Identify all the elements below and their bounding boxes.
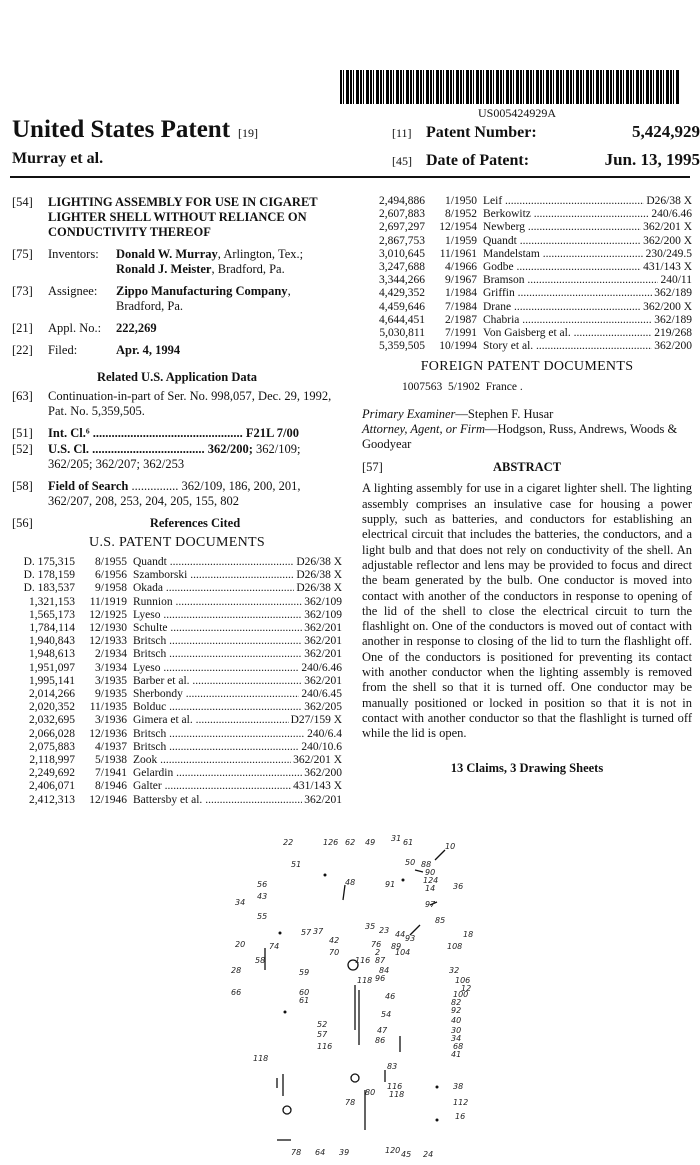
reference-number: 5,030,811 [379,327,425,340]
drawing-reference-label: 10 [445,842,456,851]
reference-class: 219/268 [654,327,692,340]
date-line: [45] Date of Patent: Jun. 13, 1995 [392,150,700,169]
drawing-reference-label: 89 [391,942,402,951]
drawing-reference-label: 14 [425,884,436,893]
reference-row [362,274,692,287]
reference-class: 240/11 [660,274,692,287]
reference-row [12,609,342,622]
drawing-reference-label: 32 [449,966,460,975]
reference-class: 240/6.4 [307,727,342,740]
reference-number: 4,644,451 [379,313,425,326]
reference-date: 7/1984 [445,300,477,313]
reference-number: 2,014,266 [29,688,75,701]
reference-class: 362/200 [304,767,342,780]
reference-date: 5/1938 [95,754,127,767]
inventors-short: Murray et al. [12,150,104,167]
drawing-reference-label: 24 [423,1150,434,1159]
reference-row [12,596,342,609]
reference-row [12,582,342,595]
drawing-reference-label: 64 [315,1148,326,1157]
reference-name: Galter ..... [133,780,291,793]
reference-date: 7/1941 [95,767,127,780]
reference-class: 240/6.45 [301,688,342,701]
reference-row [12,675,342,688]
reference-row [12,622,342,635]
reference-name: Szamborski ..... [133,569,294,582]
reference-date: 9/1967 [445,274,477,287]
reference-number: 2,075,883 [29,740,75,753]
drawing-reference-label: 40 [451,1016,462,1025]
reference-class: 362/109 [304,608,342,621]
reference-row [12,714,342,727]
reference-number: D. 175,315 [23,556,75,568]
drawing-reference-label: 45 [401,1150,412,1159]
drawing-reference-label: 62 [345,838,356,847]
country-title: United States Patent [19] [12,116,259,143]
patent-number-line: [11] Patent Number: 5,424,929 [392,122,700,141]
reference-name: Zook ..... [133,754,291,767]
reference-row [12,780,342,793]
reference-name: Britsch ..... [133,648,302,661]
patent-drawing [225,830,485,1160]
appl-field: [21] Appl. No.: 222,269 [12,321,157,335]
reference-number: 2,066,028 [29,727,75,740]
reference-name: Bramson ..... [483,274,658,287]
related-heading: Related U.S. Application Data [96,370,258,384]
abstract-heading: ABSTRACT [492,460,562,475]
reference-name: Britsch ..... [133,728,305,741]
drawing-reference-label: 49 [365,838,376,847]
drawing-reference-label: 12 [461,984,472,993]
drawing-reference-label: 83 [387,1062,398,1071]
reference-class: 362/200 X [643,234,692,247]
patent-date: Jun. 13, 1995 [604,150,700,169]
drawing-reference-label: 23 [379,926,390,935]
reference-number: 1,995,141 [29,674,75,687]
reference-class: 230/249.5 [645,247,692,260]
drawing-reference-label: 96 [375,974,386,983]
primary-examiner: Primary Examiner—Stephen F. Husar [362,407,554,422]
reference-number: 4,429,352 [379,287,425,300]
abstract-text: A lighting assembly for use in a cigaret lighter shell. The lighting assembly comprises an insulative case for housing a power supply, such as batteries, and conductors for establishing an electrical circuit that includes the batteries, the conductors, and a light bulb and that does not rely on conductivity of the shell. An adjustable reflector and lens may be provided to focus and direct the beam generated by the bulb. One conductor is moved into contact with another of the conductors in response to opening of the lid of the shell to close the electrical circuit to turn the flashlight on. One of the conductors is moved out of contact with another in response to closing of the lid to turn the flashlight off. One of the conductors is positioned for preventing its contact with another conductor when the lighting assembly is removed from the shell so that it is turned off. One conductor may be manually positioned or locked in position so that it is not in contact with another conductor so that the flashlight is turned off while the lid is open. [362,481,692,741]
drawing-reference-label: 66 [231,988,242,997]
reference-class: 362/200 X [643,300,692,313]
reference-number: 2,412,313 [29,793,75,806]
drawing-reference-label: 85 [435,916,446,925]
left-column [12,195,342,807]
reference-name: Berkowitz ..... [483,208,649,221]
reference-name: Drane ..... [483,301,641,314]
reference-number: 1,948,613 [29,648,75,661]
drawing-reference-label: 42 [329,936,340,945]
reference-row [362,314,692,327]
drawing-reference-label: 90 [425,868,436,877]
drawing-reference-label: 55 [257,912,268,921]
reference-name: Quandt ..... [133,556,294,569]
reference-class: 240/10.6 [301,740,342,753]
reference-date: 1/1984 [445,287,477,300]
drawing-reference-label: 106 [455,976,471,985]
continuation-field: [63] Continuation-in-part of Ser. No. 998,057, Dec. 29, 1992, Pat. No. 5,359,505. [12,389,332,418]
drawing-reference-label: 82 [451,998,462,1007]
reference-date: 8/1955 [95,556,127,568]
reference-date: 3/1935 [95,674,127,687]
reference-number: 2,249,692 [29,767,75,780]
reference-class: 362/109 [304,595,342,608]
reference-date: 1/1950 [445,195,477,207]
drawing-reference-label: 18 [463,930,474,939]
reference-name: Gimera et al. ..... [133,714,289,727]
drawing-reference-label: 37 [313,927,324,936]
drawing-reference-label: 61 [403,838,414,847]
drawing-reference-label: 88 [421,860,432,869]
reference-number: 3,344,266 [379,274,425,287]
reference-row [12,569,342,582]
drawing-reference-label: 124 [423,876,439,885]
drawing-reference-label: 104 [395,948,411,957]
drawing-reference-label: 46 [385,992,396,1001]
reference-name: Godbe ..... [483,261,641,274]
reference-name: Schulte ..... [133,622,302,635]
reference-row [12,662,342,675]
drawing-reference-label: 20 [235,940,246,949]
drawing-reference-label: 34 [235,898,246,907]
reference-row [12,635,342,648]
reference-name: Story et al. ..... [483,340,652,353]
reference-number: 1,321,153 [29,595,75,608]
us-docs-list-left [12,556,342,807]
drawing-reference-label: 118 [253,1054,269,1063]
reference-row [362,221,692,234]
reference-row [362,327,692,340]
drawing-reference-label: 54 [381,1010,392,1019]
abstract-header: [57] ABSTRACT [362,460,692,475]
reference-row [362,208,692,221]
reference-class: 362/205 [304,701,342,714]
reference-date: 12/1936 [89,727,127,740]
drawing-reference-label: 35 [365,922,376,931]
us-cl-field: [52] U.S. Cl. .................................... 362/200; 362/109; 362/205; 362/207; 362/253 [12,442,301,471]
reference-name: Britsch ..... [133,741,299,754]
drawing-reference-label: 68 [453,1042,464,1051]
drawing-reference-label: 28 [231,966,242,975]
reference-row [362,287,692,300]
reference-date: 12/1930 [89,622,127,635]
drawing-reference-label: 2 [375,948,381,957]
drawing-reference-label: 126 [323,838,339,847]
right-column [362,195,692,776]
reference-name: Barber et al. ..... [133,675,302,688]
reference-name: Griffin ..... [483,287,652,300]
drawing-reference-label: 51 [291,860,302,869]
reference-class: 431/143 X [293,780,342,793]
reference-number: 2,118,997 [29,754,75,767]
reference-name: Sherbondy ..... [133,688,299,701]
reference-class: D27/159 X [290,714,342,727]
reference-number: 3,010,645 [379,247,425,260]
drawing-reference-label: 57 [301,928,312,937]
us-docs-list-right [362,195,692,353]
reference-number: 2,697,297 [379,221,425,234]
reference-number: 1,940,843 [29,635,75,648]
reference-date: 3/1936 [95,714,127,727]
reference-class: D26/38 X [296,556,342,568]
reference-class: 362/201 X [643,221,692,234]
drawing-reference-label: 92 [451,1006,462,1015]
reference-name: Mandelstam ..... [483,248,644,261]
drawing-reference-label: 118 [389,1090,405,1099]
reference-class: 362/201 [304,793,342,806]
invention-title: LIGHTING ASSEMBLY FOR USE IN CIGARET LIGHTER SHELL WITHOUT RELIANCE ON CONDUCTIVITY THEREOF [48,195,318,239]
filed-field: [22] Filed: Apr. 4, 1994 [12,343,181,357]
reference-number: 2,020,352 [29,701,75,714]
drawing-reference-label: 16 [455,1112,466,1121]
reference-row [12,754,342,767]
drawing-reference-label: 41 [451,1050,462,1059]
publication-number: US005424929A [478,106,557,120]
inventors-field: [75] Inventors: Donald W. Murray, Arlington, Tex.; Ronald J. Meister, Bradford, Pa. [12,247,304,276]
reference-class: 240/6.46 [651,208,692,221]
reference-class: 362/201 [304,648,342,661]
reference-number: 2,607,883 [379,208,425,221]
reference-number: 2,032,695 [29,714,75,727]
assignee-field: [73] Assignee: Zippo Manufacturing Company, Bradford, Pa. [12,284,291,313]
reference-class: 240/6.46 [301,661,342,674]
reference-name: Lyeso ..... [133,662,299,675]
reference-number: 1,565,173 [29,608,75,621]
reference-row [12,794,342,807]
reference-row [12,688,342,701]
reference-date: 7/1991 [445,327,477,340]
reference-date: 12/1946 [89,793,127,806]
drawing-reference-label: 56 [257,880,268,889]
drawing-reference-label: 97 [425,900,436,909]
drawing-reference-label: 91 [385,880,396,889]
reference-date: 12/1954 [439,221,477,234]
drawing-reference-label: 116 [355,956,371,965]
drawing-reference-label: 58 [255,956,266,965]
drawing-reference-label: 116 [317,1042,333,1051]
drawing-reference-label: 78 [345,1098,356,1107]
attorney: Attorney, Agent, or Firm—Hodgson, Russ, Andrews, Woods & Goodyear [362,422,678,452]
drawing-reference-label: 86 [375,1036,386,1045]
reference-class: 362/201 [304,622,342,635]
reference-class: 362/189 [654,313,692,326]
reference-number: D. 178,159 [23,569,75,582]
reference-number: 2,494,886 [379,195,425,207]
drawing-reference-label: 38 [453,1082,464,1091]
reference-name: Bolduc ..... [133,701,302,714]
drawing-reference-label: 100 [453,990,469,999]
reference-date: 11/1935 [89,701,127,714]
claims-summary: 13 Claims, 3 Drawing Sheets [450,761,604,776]
reference-class: D26/38 X [296,569,342,582]
drawing-reference-label: 93 [405,934,416,943]
reference-date: 4/1937 [95,740,127,753]
drawing-reference-label: 60 [299,988,310,997]
drawing-reference-label: 47 [377,1026,388,1035]
drawing-reference-label: 52 [317,1020,328,1029]
reference-date: 8/1952 [445,208,477,221]
reference-date: 12/1933 [89,635,127,648]
drawing-reference-label: 43 [257,892,268,901]
drawing-reference-label: 39 [339,1148,350,1157]
reference-date: 11/1961 [439,247,477,260]
reference-class: D26/38 X [646,195,692,207]
reference-row [12,701,342,714]
reference-name: Newberg ..... [483,221,641,234]
drawing-reference-label: 22 [283,838,294,847]
reference-name: Battersby et al. ..... [133,794,302,807]
reference-date: 6/1956 [95,569,127,582]
drawing-reference-label: 87 [375,956,386,965]
int-cl-field: [51] Int. Cl.⁶ ................................................ F21L 7/00 [12,426,299,440]
reference-date: 2/1934 [95,648,127,661]
reference-name: Okada ..... [133,582,294,595]
drawing-reference-label: 118 [357,976,373,985]
drawing-reference-label: 57 [317,1030,328,1039]
reference-class: 362/201 [304,635,342,648]
reference-number: 1,951,097 [29,661,75,674]
reference-date: 10/1994 [439,340,477,353]
country-code: [19] [238,126,259,140]
reference-row [12,648,342,661]
drawing-reference-label: 108 [447,942,463,951]
reference-row [12,767,342,780]
drawing-reference-label: 50 [405,858,416,867]
drawing-reference-label: 112 [453,1098,469,1107]
reference-row [362,301,692,314]
drawing-reference-label: 44 [395,930,406,939]
drawing-reference-label: 48 [345,878,356,887]
reference-name: Lyeso ..... [133,609,302,622]
reference-class: 362/201 X [293,754,342,767]
reference-name: Chabria ..... [483,314,652,327]
reference-row [12,556,342,569]
drawing-reference-label: 31 [391,834,402,843]
reference-class: 362/189 [654,287,692,300]
reference-name: Britsch ..... [133,635,302,648]
drawing-reference-label: 116 [387,1082,403,1091]
us-docs-heading: U.S. PATENT DOCUMENTS [89,535,265,550]
reference-date: 12/1925 [89,608,127,621]
reference-class: 362/201 [304,674,342,687]
reference-row [12,741,342,754]
drawing-reference-label: 70 [329,948,340,957]
reference-number: 1,784,114 [29,622,75,635]
drawing-reference-label: 80 [365,1088,376,1097]
reference-date: 8/1946 [95,780,127,793]
reference-number: 2,406,071 [29,780,75,793]
patent-number: 5,424,929 [632,122,700,141]
reference-name: Leif ..... [483,195,644,208]
reference-row [362,340,692,353]
drawing-reference-label: 78 [291,1148,302,1157]
reference-date: 4/1966 [445,261,477,274]
reference-number: 4,459,646 [379,300,425,313]
reference-name: Runnion ..... [133,596,302,609]
reference-row [362,248,692,261]
reference-row [12,728,342,741]
reference-name: Gelardin ..... [133,767,302,780]
drawing-reference-label: 30 [451,1026,462,1035]
drawing-reference-label: 74 [269,942,280,951]
reference-number: 2,867,753 [379,234,425,247]
foreign-doc: 1007563 5/1902 France . [402,381,523,394]
refs-field: [56] References Cited [12,516,241,530]
reference-number: 5,359,505 [379,340,425,353]
reference-date: 9/1935 [95,688,127,701]
reference-number: D. 183,537 [23,582,75,595]
drawing-reference-label: 84 [379,966,390,975]
reference-row [362,261,692,274]
drawing-reference-label: 34 [451,1034,462,1043]
reference-date: 9/1958 [95,582,127,595]
reference-class: 431/143 X [643,261,692,274]
reference-name: Von Gaisberg et al. ..... [483,327,652,340]
reference-class: 362/200 [654,340,692,353]
reference-row [362,195,692,208]
reference-number: 3,247,688 [379,261,425,274]
reference-date: 2/1987 [445,313,477,326]
reference-date: 1/1959 [445,234,477,247]
reference-date: 3/1934 [95,661,127,674]
reference-row [362,235,692,248]
reference-class: D26/38 X [296,582,342,595]
drawing-reference-label: 120 [385,1146,401,1155]
drawing-reference-label: 61 [299,996,310,1005]
drawing-reference-label: 59 [299,968,310,977]
reference-date: 11/1919 [89,595,127,608]
drawing-reference-label: 76 [371,940,382,949]
barcode [340,70,680,104]
header-rule [10,176,690,178]
drawing-reference-label: 36 [453,882,464,891]
search-field: [58] Field of Search ............... 362/109, 186, 200, 201, 362/207, 208, 253, 204, 205, 155, 802 [12,479,301,508]
foreign-heading: FOREIGN PATENT DOCUMENTS [420,359,634,375]
title-field: [54] LIGHTING ASSEMBLY FOR USE IN CIGARET LIGHTER SHELL WITHOUT RELIANCE ON CONDUCTIVITY THEREOF [12,195,342,240]
reference-name: Quandt ..... [483,235,641,248]
